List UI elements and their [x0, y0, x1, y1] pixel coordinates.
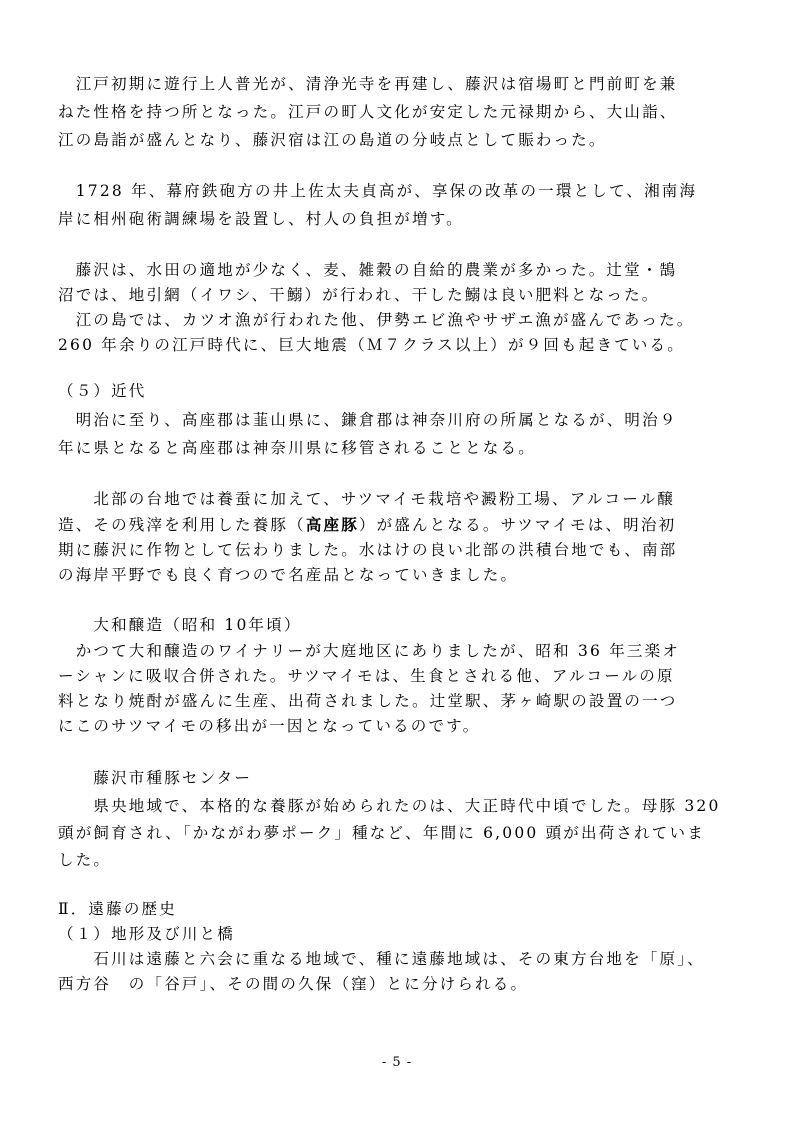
text-line [58, 514, 748, 536]
subsection-heading: 藤沢市種豚センター [58, 769, 253, 787]
text-line: 江戸初期に遊行上人普光が、清浄光寺を再建し、藤沢は宿場町と門前町を兼 [58, 75, 678, 93]
text-line: 年に県となると高座郡は神奈川県に移管されることとなる。 [58, 439, 536, 457]
text-line: ねた性格を持つ所となった。江戸の町人文化が安定した元禄期から、大山詣、 [58, 103, 678, 121]
bold-term: 高座豚 [305, 515, 359, 534]
text-line: 料となり焼酎が盛んに生産、出荷されました。辻堂駅、茅ヶ崎駅の設置の一つ [58, 692, 678, 710]
page-number: - 5 - [381, 1055, 413, 1070]
text-line: にこのサツマイモの移出が一因となっているのです。 [58, 717, 481, 735]
text-line: 西方谷 の「谷戸」、その間の久保（窪）とに分けられる。 [58, 975, 529, 993]
section-heading: （５）近代 [58, 382, 147, 400]
text-span: 造、その残滓を利用した養豚（ [58, 516, 306, 534]
text-line: 石川は遠藤と六会に重なる地域で、種に遠藤地域は、その東方台地を「原」、 [58, 950, 705, 968]
text-span: ）が盛んとなる。サツマイモは、明治初 [358, 516, 677, 534]
subsection-heading: （１）地形及び川と橋 [58, 925, 236, 943]
text-line: 明治に至り、高座郡は韮山県に、鎌倉郡は神奈川府の所属となるが、明治９ [58, 411, 678, 429]
text-line: かつて大和醸造のワイナリーが大庭地区にありましたが、昭和 36 年三楽オ [58, 642, 681, 660]
text-line: 頭が飼育され、「かながわ夢ポーク」種など、年間に 6,000 頭が出荷されていま [58, 824, 705, 842]
text-line: 沼では、地引網（イワシ、干鰯）が行われ、干した鰯は良い肥料となった。 [58, 286, 660, 304]
text-line: した。 [58, 851, 112, 869]
text-line: 江の島では、カツオ漁が行われた他、伊勢エビ漁やサザエ漁が盛んであった。 [58, 311, 695, 329]
section-heading: Ⅱ．遠藤の歴史 [58, 900, 177, 918]
text-line: 期に藤沢に作物として伝わりました。水はけの良い北部の洪積台地でも、南部 [58, 541, 678, 559]
text-line: 260 年余りの江戸時代に、巨大地震（Ｍ７クラス以上）が９回も起きている。 [58, 336, 685, 354]
text-line: 県央地域で、本格的な養豚が始められたのは、大正時代中頃でした。母豚 320 [58, 797, 721, 815]
subsection-heading: 大和醸造（昭和 10年頃） [58, 616, 302, 634]
text-line: の海岸平野でも良く育つので名産品となっていきました。 [58, 566, 519, 584]
text-line: 北部の台地では養蚕に加えて、サツマイモ栽培や澱粉工場、アルコール醸 [58, 490, 676, 508]
text-line: 江の島詣が盛んとなり、藤沢宿は江の島道の分岐点として賑わった。 [58, 131, 607, 149]
text-line: 藤沢は、水田の適地が少なく、麦、雑穀の自給的農業が多かった。辻堂・鵠 [58, 261, 678, 279]
text-line: 岸に相州砲術調練場を設置し、村人の負担が増す。 [58, 210, 464, 228]
text-line: 1728 年、幕府鉄砲方の井上佐太夫貞高が、享保の改革の一環として、湘南海 [58, 182, 698, 200]
text-line: ーシャンに吸収合併された。サツマイモは、生食とされる他、アルコールの原 [58, 667, 675, 685]
